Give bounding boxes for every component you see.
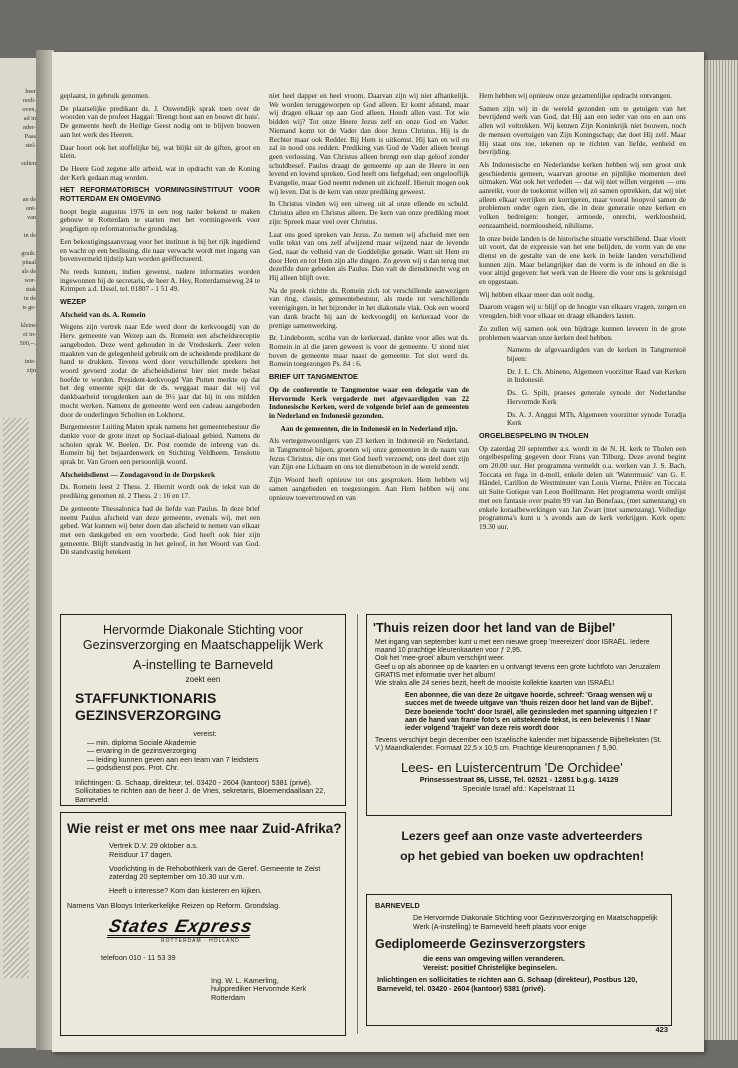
left-page-fragment: kleine [20, 322, 36, 329]
left-page-fragment: stuk [25, 286, 36, 293]
paragraph: Als Indonesische en Nederlandse kerken hebben wij een groot stuk geschiedenis gemeen, waarvan grootse en pijnlijke momenten deel uitmaken. Wat ook het verleden — dat wij niet willen vergeten — ons aanreikt, voor de toekomst willen wij zó samen optrekken, dat wij niet alleen elkaar verrijken en korrigeren, maar vooral hoopvol samen de problemen onder ogen zien, die in deze generatie onze kerken en volken bedreigen: honger, armoede, onrecht, werkloosheid, eenzaamheid, normloosheid, nihilisme. [479, 159, 686, 230]
left-page-fragment: als de [21, 268, 36, 275]
page-number: 423 [655, 1025, 668, 1034]
left-page-fragment: 500,--. [19, 340, 36, 347]
left-page-edge [0, 58, 36, 1048]
ad3-address: Prinsessestraat 86, LISSE, Tel. 02521 - 12851 b.g.g. 14129 [419, 774, 619, 784]
ad2-namens: Namens Van Blooys Interkerkelijke Reizen op Reform. Grondslag. [67, 900, 281, 910]
text-column-2 [269, 92, 469, 648]
left-page-fragment: stel- [25, 142, 36, 149]
left-page-fragment: et in- [23, 331, 36, 338]
left-page-fragment: wor- [24, 277, 36, 284]
ad2-signature: Ing. W. L. Kamerling, hulpprediker Hervormde Kerk Rotterdam [211, 975, 307, 1003]
paragraph: Namens de afgevaardigden van de kerken in Tangmentoë bijeen: [507, 345, 686, 363]
paragraph: Zijn Woord heeft opnieuw tot ons gesproken. Hem hebben wij samen aangebeden en toegezongen. Aan Hem hebben wij ons opnieuw toevertrouwd en van [269, 475, 469, 502]
article-heading: HET REFORMATORISCH VORMINGSINSTITUUT VOOR ROTTERDAM EN OMGEVING [60, 185, 260, 204]
ad1-requirements: — min. diploma Sociale Akademie — ervaring in de gezinsverzorging — leiding kunnen geven aan een team van 7 leidsters — godsdienst pos. Prot. Chr. [87, 737, 259, 772]
paragraph: Op zaterdag 20 september a.s. wordt in de N. H. kerk te Tholen een orgelbespeling gegeven door Frans van Tilburg. Deze avond begint om 20.00 uur. Het programma vermeldt o.a. werken van J. S. Bach, Toccata en fuga in d-moll, enkele delen uit 'Watermusic' van G. F. Händel, Carillon de Westminster van Louis Vierne, Prière en Toccata uit Suite Gotique van Leon Boëllmann. Het programma wordt omlijst met een fantasie over psalm 99 van Jan Bonefaas, (met samenzang) en enkele koraalbewerkingen van Jan Zwart (met samenzang). Volledige programma's kunt u 's avonds aan de kerk verkrijgen. Kerk open: 19.30 uur. [479, 443, 686, 531]
paragraph: Een bekostigingsaanvraag voor het instituut is bij het rijk ingediend en wacht op een beslissing, die naar verwacht wordt met ingang van bovenvermeld tijdstip kan worden geëffectueerd. [60, 236, 260, 264]
ad4-intro: De Hervormde Diakonale Stichting voor Gezinsverzorging en Maatschappelijk Werk (A-instelling) te Barneveld heeft plaats voor enige [413, 914, 658, 931]
ad3-lees-centrum: Lees- en Luistercentrum 'De Orchidee' [401, 759, 623, 775]
left-page-fragment: gruik: [21, 250, 36, 257]
ad4-condition: die eens van omgeving willen veranderen. Vereist: positief Christelijke beginselen. [423, 955, 565, 972]
article-heading: BRIEF UIT TANGMENTOE [269, 372, 358, 382]
paragraph: Wij hebben elkaar meer dan ooit nodig. [479, 289, 595, 299]
paragraph: Ds. Romein leest 2 Thess. 2. Hiernit wordt ook de tekst van de prediking genomen nl. 2 Thess. 2 : 16 en 17. [60, 482, 260, 501]
paragraph: In Christus vinden wij een uitweg uit al onze ellende en schuld. Christus allen en Christus alleen. De kern van onze prediking moet zijn: Spreek maar veel over Christus. [269, 199, 469, 226]
ad-zuid-afrika [60, 812, 346, 1036]
article-heading: ORGELBESPELING IN THOLEN [479, 430, 589, 440]
paragraph: Afscheidsdienst — Zondagavond in de Dorpskerk [60, 469, 216, 479]
left-page-fragment: van [27, 214, 36, 221]
page-stack-edge [704, 60, 738, 1040]
left-page-fragment: is ge- [22, 304, 36, 311]
ad-thuis-reizen [366, 614, 672, 816]
left-page-fragment: inte- [24, 358, 36, 365]
ad4-heading: BARNEVELD [375, 901, 420, 910]
paragraph: Als vertegenwoordigers van 23 kerken in Indonesië en Nederland, in Tangmentoë bijeen, groeten wij onze gemeenten in de naam van Jezus Christus, die ons met God heeft verzoend, ons deel doet zijn van Zijn ene Lichaam en ons tot dienstbetoon in de wereld zendt. [269, 436, 469, 472]
left-page-fragment: in de [23, 295, 36, 302]
column-divider [357, 614, 358, 1034]
paragraph: geplaatst, in gebruik genomen. [60, 92, 150, 100]
paragraph: De gemeente Thessalonica had de liefde van Paulus. In deze brief neemt Paulus afscheid van deze gemeente, evenals wij, met een gebed. Wat kunnen wij beter doen dan afscheid te nemen van elkaar met een dankgebed en een voorbede. God heeft ook hier zijn gemeente. Blijft standvastig in het geloof, in het Woord van God. Dit standvastig betekent [60, 503, 260, 557]
logo-subtext: ROTTERDAM · HOLLAND [161, 937, 240, 944]
states-express-logo: States Express [107, 915, 255, 936]
left-page-fragment: an de [22, 196, 36, 203]
paragraph: Samen zijn wij in de wereld gezonden om te getuigen van het bevrijdend werk van God, dat Hij aan een ieder van ons en aan ons allen wil voltrekken. Wij kennen Zijn Koninkrijk niet bouwen, noch de mensen overtuigen van Zijn Koningschap; dat doet Hij zelf. Maar Hij staat ons toe, tekenen op te richten van liefde, eenheid en bevrijding. [479, 103, 686, 157]
left-page-fragment: nder- [23, 124, 36, 131]
left-page-fragment: in de [23, 232, 36, 239]
article-heading: WEZEP [60, 297, 86, 307]
paragraph: Burgemeester Luiting Maten sprak namens het gemeentebestuur die dankte voor de grote inzet op Sociaal-dialoaal gebied. Namens de scholen sprak W. Beelen. Dr. Post roemde de inbreng van ds. Romein bij het bejaardenwerk en Stichting Veldheem. Tenslotte sprak br. Van Groen een persoonlijk woord. [60, 422, 260, 467]
left-page-fragment: zijn [26, 367, 36, 374]
ad3-kalender: Tevens verschijnt begin december een Israëlische kalender met bijpassende Bijbelteksten (St. V.) Maandkalender. Formaat 22,5 x 10,5 cm. Prachtige kleurenopnamen ƒ 5,90. [375, 737, 662, 753]
paragraph: Laat ons goed spreken van Jezus. Zo nemen wij afscheid met een volle tekst van ons zelf afwijzend maar wijzend naar de levende God, naar de volheid van de Goddelijke genade. Want uit Hem en door Hem en tot Hem zijn alle dingen. Zo geven wij u dan terug met dezelfde dure gebeden als Paulus. Dan valt de dienstknecht weg en Hij alleen blijft over. [269, 229, 469, 283]
left-page-fragment: ont- [26, 205, 36, 212]
left-page-fragment: sulten [21, 160, 36, 167]
ad1-info: Inlichtingen: G. Schaap, direkteur, tel. 03420 - 2604 (kantoor) 5381 (privé). Sollicitaties te richten aan de heer J. de Vries, sekretaris, Bloemendaallaan 22, Barneveld. [75, 777, 326, 804]
reader-appeal: Lezers geef aan onze vaste adverteerders op het gebied van boeken uw opdrachten! [400, 829, 644, 863]
ad1-subtitle: A-instelling te Barneveld [132, 657, 274, 672]
paragraph: Wegens zijn vertrek naar Ede werd door de kerkvoogdij van de Herv. gemeente van Wezep aan ds. Romein een afscheidsreceptie aangeboden. Deze werd gehouden in de Vredeskerk. Zeer velen maakten van de gelegenheid gebruik om de scheidende predikant de hand te drukken. Tevens werd door verschillende sprekers het woord gevoerd zodat de afscheidsdienst hier niet mede belast hoefde te worden. President-kerkvoogd Van Putten merkte op dat het deg emeente spijt dat de ds. weggaat maar dat wij vol dankbaarheid terugdenken aan de 9½ jaar dat hij in ons midden mocht werken. Namens de gemeente werd een cadeau aangeboden door de ouderlingen Scholten en Lokhorst. [60, 322, 260, 419]
ad1-vereist: vereist: [193, 729, 217, 738]
ad1-heading: STAFFUNKTIONARIS GEZINSVERZORGING [75, 690, 222, 723]
paragraph: Op de conferentie te Tangmentoe waar een delegatie van de Hervormde Kerk vergaderde met afgevaardigden van 22 Indonesische Kerken, werd de volgende brief aan de gemeenten in Nederland en Indonesië gezonden. [269, 384, 469, 420]
left-page-fragment: nodi- [22, 97, 36, 104]
ad-diakonale-stichting [60, 614, 346, 806]
paragraph: niet heel dapper en heel vroom. Daarvan zijn wij niet afhankelijk. We worden teruggeworpen op God alleen. Er komt afstand, maar wij dragen elkaar op aan God alleen. Houdt allen vast. Tot wie bidden wij? Tot onze Heere Jezus zelf en onze God en Vader. Niemand komt tot de Vader dan door Jezus Christus. Hij is de Rechter maar ook Redder. Bij Hem is uitkomst. Hij kan en wil en zal in nood ons redden. Prediking van God de Vader alleen brengt geen verlossing. Van Christus alleen brengt een slap geloof zonder schuldbesef. Paulus draagt de gemeente op aan de Heere in een levend en lovend spreken. God heeft ons liefgehad; een ongelooflijk Evangelie, maar God neemt redenen uit zichzelf. Hieruit mogen ook wij leven. Dat is de kern van onze prediking geweest. [269, 92, 469, 196]
ad2-phone: telefoon 010 - 11 53 39 [101, 952, 176, 962]
paragraph: Br. Lindeboom, scriba van de kerkeraad, dankte voor alles wat ds. Romein in al die jaren geweest is voor de gemeente. U stond niet boven de gemeente maar naast de gemeente. Tot slot werd ds. Romein toegezongen Ps. 84 : 6. [269, 333, 469, 369]
ad3-intro: Met ingang van september kunt u met een nieuwe groep 'meereizen' door ISRAËL. Iedere maand 10 prachtige kleurenkaarten voor ƒ 2,95. Ook het 'mee-groei' album verschijnt weer. Geef u op als abonnee op de kaarten en u ontvangt tevens een grote luchtfoto van Jeruzalem GRATIS met informatie over het album! Wie straks alle 24 series bezit, heeft de mooiste kollektie kaarten van ISRAËL! [375, 639, 661, 688]
paragraph: Daarom vragen wij u: blijf op de hoogte van elkaars vragen, zorgen en vreugden, bidt voor elkaar en draagt elkanders lasten. [479, 302, 686, 321]
paragraph: Hem hebben wij opnieuw onze gezamenlijke opdracht ontvangen. [479, 92, 672, 100]
ad3-quote: Een abonnee, die van deze 2e uitgave hoorde, schreef: 'Graag wensen wij u succes met de tweede uitgave van 'thuis reizen door het land van de Bijbel'. Deze boeiende 'tocht' door Israël, alle gezinsleden met spanning uitgezien ! !' aan de hand van franie foto's en uitstekende tekst, is een belevenis ! ! Naar ieder volgend 'trajekt' van deze reis wordt door [405, 692, 658, 733]
magazine-page [52, 52, 704, 1052]
left-page-fragment: ad in [23, 115, 36, 122]
ad4-info: Inlichtingen en sollicitaties te richten aan G. Schaap (direkteur), Postbus 120, Barneveld, tel. 03420 - 2604 (kantoor) 5381 (privé). [377, 976, 638, 993]
paragraph: Afscheid van ds. A. Romein [60, 309, 146, 319]
left-page-fragment: oven, [22, 106, 36, 113]
paragraph: Ds. G. Spilt, praeses generale synode der Nederlandse Hervormde Kerk [507, 388, 686, 406]
paragraph: Dr. J. L. Ch. Abineno, Algemeen voorzitter Raad van Kerken in Indonesië. [507, 366, 686, 385]
paragraph: Zo zullen wij samen ook een bijdrage kunnen leveren in de grote problemen waarvan onze kerken deel hebben. [479, 323, 686, 342]
ad3-address-2: Speciale Israël afd.: Kapelstraat 11 [462, 783, 576, 793]
text-column-3 [479, 92, 686, 648]
left-page-shading [3, 418, 29, 978]
ad3-title: 'Thuis reizen door het land van de Bijbel' [373, 621, 616, 635]
paragraph: Na de preek richtte ds. Romein zich tot verschillende aanwezigen van ring, classis, gemeentebestuur, als mede tot verschillende verenigingen, in het bijzonder in het diakonale vlak. Ook een woord van dank bracht hij aan de kerkvoogdij en kerkeraad voor de prettige samenwerking. [269, 285, 469, 330]
paragraph: De plaatselijke predikant ds. J. Ouwendijk sprak toen over de woorden van de profeet Haggai: 'Brengt hout aan en bouwt dit huis'. De gemeente heeft de Heilige Geest nodig om te blijven bouwen aan het werk des Heeren. [60, 103, 260, 139]
ad2-title: Wie reist er met ons mee naar Zuid-Afrika? [67, 821, 342, 836]
paragraph: Aan de gemeenten, die in Indonesië en in Nederland zijn. [280, 423, 458, 433]
left-page-fragment: pitaal [22, 259, 36, 266]
ad-barneveld [366, 894, 672, 1026]
ad1-title: Hervormde Diakonale Stichting voor Gezinsverzorging en Maatschappelijk Werk [82, 623, 324, 652]
paragraph: Nu reeds kunnen, indien gewenst, nadere informaties worden ingewonnen bij de secretaris, de heer A. Hey, Rotterdamseweg 24 te Krimpen a.d. IJssel, tel. 01807 - 1 51 49. [60, 266, 260, 294]
paragraph: Ds. A. J. Anggui MTh, Algemeen voorzitter synode Toradja Kerk [507, 409, 686, 428]
paragraph: In onze beide landen is de historische situatie verschillend. Daar vloeit uit voort, dat de expressie van het ene belijden, de vorm van de ene dienst en de gestalte van de ene kerk in beide landen verschillend kunnen zijn. Maar belangrijker dan de vorm is de inhoud en die is voor altijd gegeven: het werk van de Heere die voor ons is gekruisigd en opgestaan. [479, 233, 686, 287]
ad1-zoekt: zoekt een [185, 675, 221, 684]
left-page-fragment: Paas [24, 133, 36, 140]
left-page-fragment: heer [25, 88, 36, 95]
paragraph: De Heere God zegene alle arbeid, wat in opdracht van de Koning der Kerk gedaan mag worden. [60, 163, 260, 182]
text-column-1 [60, 92, 260, 648]
ad4-title: Gediplomeerde Gezinsverzorgsters [375, 937, 586, 951]
paragraph: Daar hoort ook het stoffelijke bij, wat blijkt uit de giften, groot en klein. [60, 142, 260, 161]
paragraph: hoopt begin augustus 1976 in een nog nader bekend te maken gebouw te Rotterdam te starten met het vormingswerk voor jeugdigen op reformatorische grondslag. [60, 206, 260, 234]
ad2-body: Vertrek D.V. 29 oktober a.s. Reisduur 17 dagen. Voorlichting in de Rehobothkerk van de Geref. Gemeente te Zeist zaterdag 20 september om 10.30 uur v.m. Heeft u interesse? Kom dan luisteren en kijken. [109, 841, 321, 896]
